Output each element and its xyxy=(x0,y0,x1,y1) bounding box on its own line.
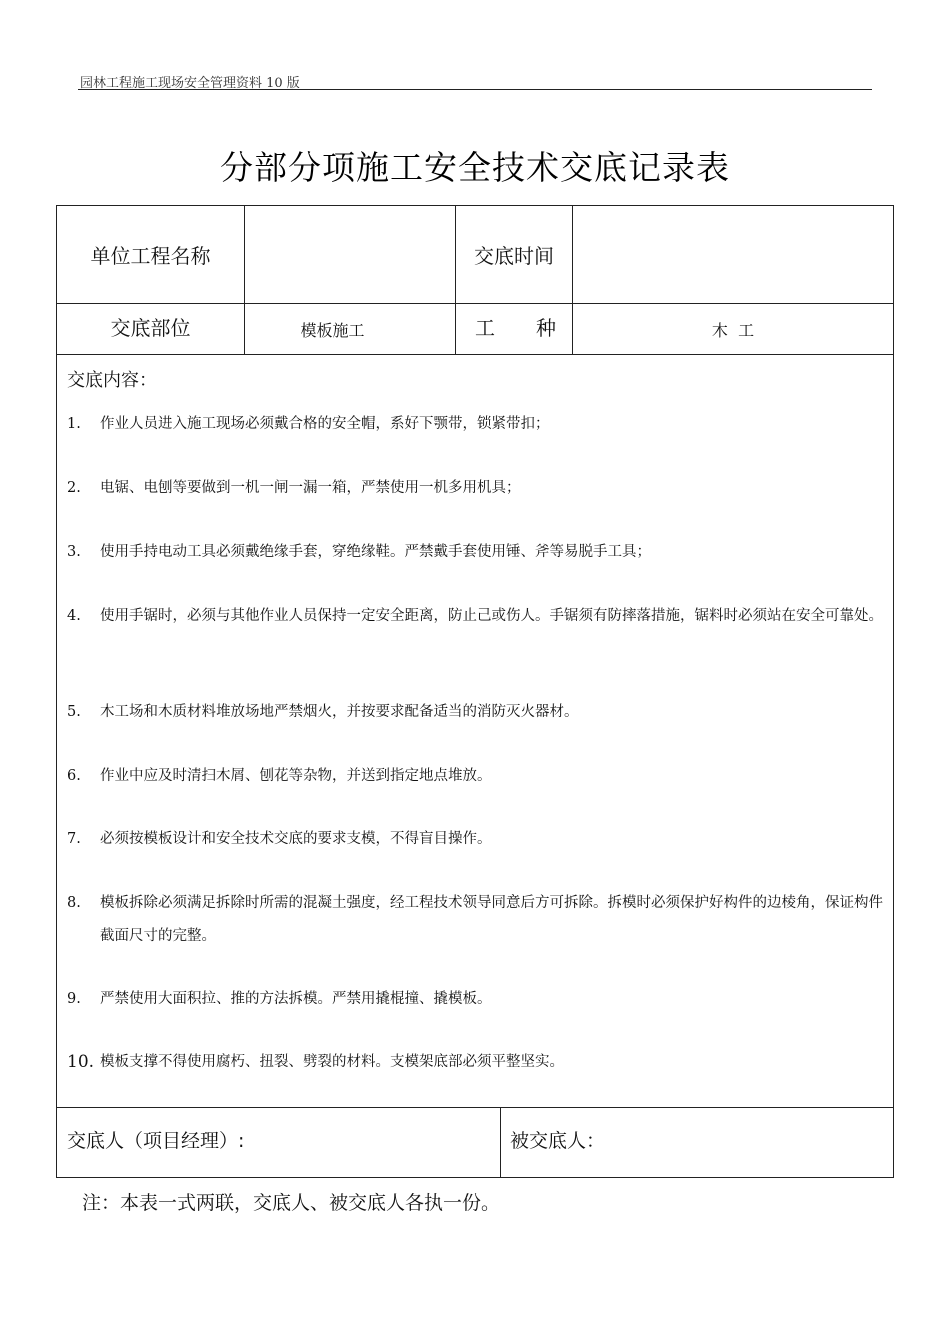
item-number: 10. xyxy=(67,1052,95,1072)
item-number: 4. xyxy=(67,608,81,624)
unit-project-name-label: 单位工程名称 xyxy=(90,244,211,268)
list-item xyxy=(67,760,887,793)
item-text: 作业中应及时清扫木屑、刨花等杂物，并送到指定地点堆放。 xyxy=(100,768,492,784)
item-number: 6. xyxy=(67,768,81,784)
item-number: 2. xyxy=(67,480,81,496)
row-divider-3 xyxy=(57,1107,893,1108)
signer-label: 交底人（项目经理）: xyxy=(67,1130,245,1152)
item-text: 严禁使用大面积拉、推的方法拆模。严禁用撬棍撞、撬模板。 xyxy=(100,991,492,1007)
disclosure-time-field[interactable] xyxy=(573,206,893,303)
item-text: 木工场和木质材料堆放场地严禁烟火，并按要求配备适当的消防灭火器材。 xyxy=(100,704,579,720)
disclosure-part-label: 交底部位 xyxy=(110,315,191,340)
item-text: 使用手持电动工具必须戴绝缘手套，穿绝缘鞋。严禁戴手套使用锤、斧等易脱手工具； xyxy=(100,544,651,560)
list-item xyxy=(67,696,887,729)
item-text: 模板拆除必须满足拆除时所需的混凝土强度，经工程技术领导同意后方可拆除。拆模时必须保护好构件的边棱角，保证构件截面尺寸的完整。 xyxy=(100,895,883,944)
item-text: 作业人员进入施工现场必须戴合格的安全帽，系好下颚带，锁紧带扣； xyxy=(100,416,550,432)
page-title: 分部分项施工安全技术交底记录表 xyxy=(220,148,730,187)
work-type-value: 木 工 xyxy=(711,320,755,340)
item-number: 1. xyxy=(67,416,81,432)
disclosure-part-value: 模板施工 xyxy=(300,320,365,340)
row-divider-2 xyxy=(57,354,893,355)
list-item xyxy=(67,983,887,1016)
list-item xyxy=(67,887,887,953)
item-number: 5. xyxy=(67,704,81,720)
item-text: 模板支撑不得使用腐朽、扭裂、劈裂的材料。支模架底部必须平整坚实。 xyxy=(100,1054,564,1070)
list-item xyxy=(67,600,887,633)
item-number: 7. xyxy=(67,831,81,847)
item-text: 使用手锯时，必须与其他作业人员保持一定安全距离，防止己或伤人。手锯须有防摔落措施，锯料时必须站在安全可靠处。 xyxy=(100,608,883,624)
list-item xyxy=(67,823,887,856)
item-number: 8. xyxy=(67,895,81,911)
work-type-label-a: 工 xyxy=(475,315,495,340)
list-item xyxy=(67,472,887,505)
running-header: 园林工程施工现场安全管理资料 10 版 xyxy=(80,76,300,91)
list-item xyxy=(67,536,887,569)
work-type-label-b: 种 xyxy=(536,315,556,340)
col-divider-sign xyxy=(500,1107,501,1178)
item-text: 必须按模板设计和安全技术交底的要求支模，不得盲目操作。 xyxy=(100,831,492,847)
footnote: 注：本表一式两联，交底人、被交底人各执一份。 xyxy=(82,1192,501,1214)
receiver-label: 被交底人： xyxy=(510,1130,606,1152)
record-table xyxy=(56,205,894,1178)
disclosure-time-label: 交底时间 xyxy=(474,244,554,268)
list-item xyxy=(67,1046,887,1079)
item-number: 9. xyxy=(67,991,81,1007)
item-text: 电锯、电刨等要做到一机一闸一漏一箱，严禁使用一机多用机具； xyxy=(100,480,521,496)
list-item xyxy=(67,408,887,441)
unit-project-name-field[interactable] xyxy=(245,206,455,303)
header-rule xyxy=(78,89,872,90)
content-label: 交底内容： xyxy=(67,370,157,391)
item-number: 3. xyxy=(67,544,81,560)
